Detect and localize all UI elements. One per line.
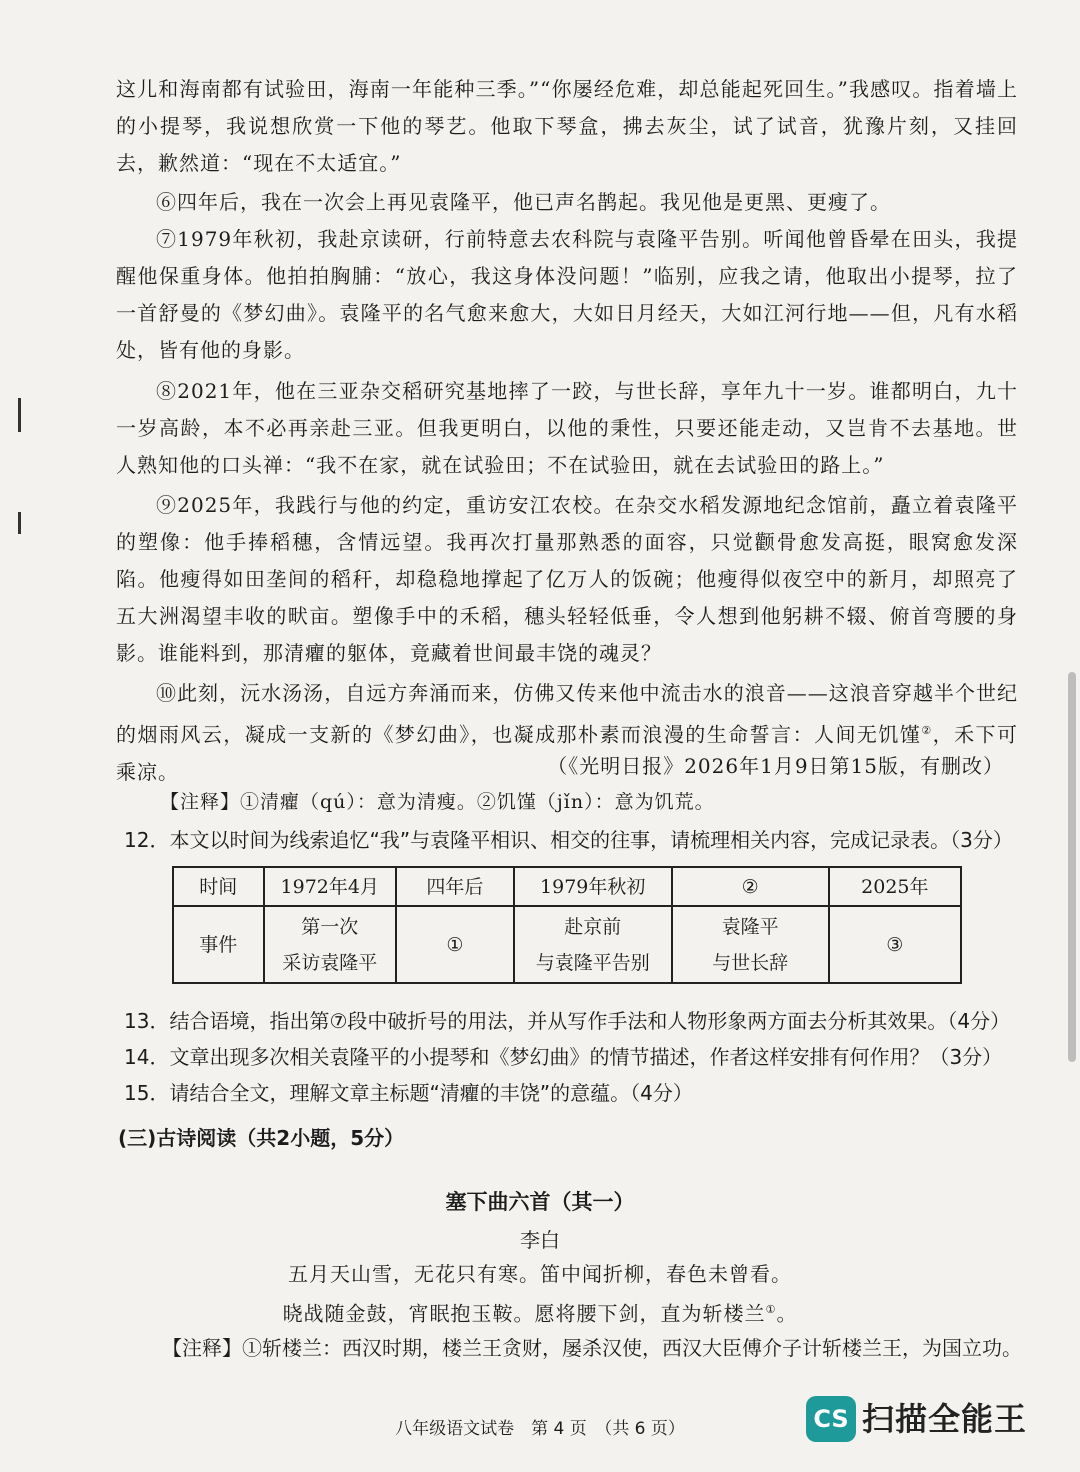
scrollbar[interactable] [1068,672,1076,1062]
question-13: 13．结合语境，指出第⑦段中破折号的用法，并从写作手法和人物形象两方面去分析其效果。（4分） [124,1009,1011,1033]
paragraph-5-continued: 这儿和海南都有试验田，海南一年能种三季。”“你屡经危难，却总能起死回生。”我感叹。指着墙上的小提琴，我说想欣赏一下他的琴艺。他取下琴盒，拂去灰尘，试了试音，犹豫片刻，又挂回去，歉然道：“现在不太适宜。” [116,77,1018,175]
paragraph-10-text: ⑩此刻，沅水汤汤，自远方奔涌而来，仿佛又传来他中流击水的浪音——这浪音穿越半个世纪的烟雨风云，凝成一支新的《梦幻曲》，也凝成那朴素而浪漫的生命誓言：人间无饥馑 [116,681,1018,747]
event-line: 采访袁隆平 [282,951,378,974]
page-footer: 八年级语文试卷 第 4 页 （共 6 页） [395,1419,685,1439]
row-label-time: 时间 [173,867,264,906]
event-line: ③ [886,933,904,956]
time-cell: 四年后 [396,867,514,906]
poem-line-2-text: 晓战随金鼓，宵眠抱玉鞍。愿将腰下剑，直为斩楼兰 [282,1301,766,1326]
event-cell [672,906,829,983]
record-table [172,866,962,984]
paragraph-6: ⑥四年后，我在一次会上再见袁隆平，他已声名鹊起。我见他是更黑、更瘦了。 [156,190,891,214]
event-line: 赴京前 [564,915,622,938]
paragraph-10-end: ，禾下可乘凉。 [116,722,1019,784]
note-marker: ① [765,1303,777,1316]
time-cell: 2025年 [829,867,961,906]
question-15: 15．请结合全文，理解文章主标题“清癯的丰饶”的意蕴。（4分） [124,1081,693,1105]
poem-line-1: 五月天山雪，无花只有寒。笛中闻折柳，春色未曾看。 [288,1262,792,1286]
event-line: 第一次 [301,915,359,938]
paragraph-8: ⑧2021年，他在三亚杂交稻研究基地摔了一跤，与世长辞，享年九十一岁。谁都明白，九十一岁高龄，本不必再亲赴三亚。但我更明白，以他的秉性，只要还能走动，又岂肯不去基地。世人熟知他的口头禅：“我不在家，就在试验田；不在试验田，就在去试验田的路上。” [116,379,1018,477]
event-line: 与袁隆平告别 [535,951,650,974]
cs-logo-icon: CS [806,1396,856,1442]
poem-title: 塞下曲六首（其一） [445,1190,635,1214]
time-cell: 1972年4月 [264,867,396,906]
event-cell [264,906,396,983]
note-marker: ② [921,724,933,737]
paragraph-7: ⑦1979年秋初，我赴京读研，行前特意去农科院与袁隆平告别。听闻他曾昏晕在田头，我提醒他保重身体。他拍拍胸脯：“放心，我这身体没问题！”临别，应我之请，他取出小提琴，拉了一首舒曼的《梦幻曲》。袁隆平的名气愈来愈大，大如日月经天，大如江河行地——但，凡有水稻处，皆有他的身影。 [116,227,1018,362]
event-cell [396,906,514,983]
time-cell: ② [672,867,829,906]
margin-mark [18,512,21,534]
scanner-watermark [806,1396,1030,1444]
section-heading: (三)古诗阅读（共2小题，5分） [118,1126,405,1150]
poem-note: 【注释】①斩楼兰：西汉时期，楼兰王贪财，屡杀汉使，西汉大臣傅介子计斩楼兰王，为国立功。 [162,1336,1022,1360]
watermark-text: 扫描全能王 [862,1400,1028,1438]
poem-line-2-end: 。 [776,1301,798,1326]
event-line: 与世长辞 [712,951,789,974]
row-label-event: 事件 [173,906,264,983]
poem-author: 李白 [520,1228,560,1252]
event-line: ① [446,933,464,956]
question-14: 14．文章出现多次相关袁隆平的小提琴和《梦幻曲》的情节描述，作者这样安排有何作用？（3分） [124,1045,1003,1069]
event-cell [514,906,672,983]
time-cell: 1979年秋初 [514,867,672,906]
table-row [173,867,961,906]
source-citation: （《光明日报》2026年1月9日第15版，有删改） [547,754,1004,778]
question-12: 12．本文以时间为线索追忆“我”与袁隆平相识、相交的往事，请梳理相关内容，完成记录表。（3分） [124,828,1013,852]
event-line: 袁隆平 [721,915,779,938]
table-row [173,906,961,983]
poem-line-2 [0,1292,1080,1332]
event-cell [829,906,961,983]
paragraph-9: ⑨2025年，我践行与他的约定，重访安江农校。在杂交水稻发源地纪念馆前，矗立着袁隆平的塑像：他手捧稻穗，含情远望。我再次打量那熟悉的面容，只觉颧骨愈发高挺，眼窝愈发深陷。他瘦得如田垄间的稻秆，却稳稳地撑起了亿万人的饭碗；他瘦得似夜空中的新月，却照亮了五大洲渴望丰收的畎亩。塑像手中的禾稻，穗头轻轻低垂，令人想到他躬耕不辍、俯首弯腰的身影。谁能料到，那清癯的躯体，竟藏着世间最丰饶的魂灵？ [116,493,1018,665]
margin-mark [18,398,21,432]
article-note: 【注释】①清癯（qú）：意为清瘦。②饥馑（jǐn）：意为饥荒。 [160,791,715,813]
